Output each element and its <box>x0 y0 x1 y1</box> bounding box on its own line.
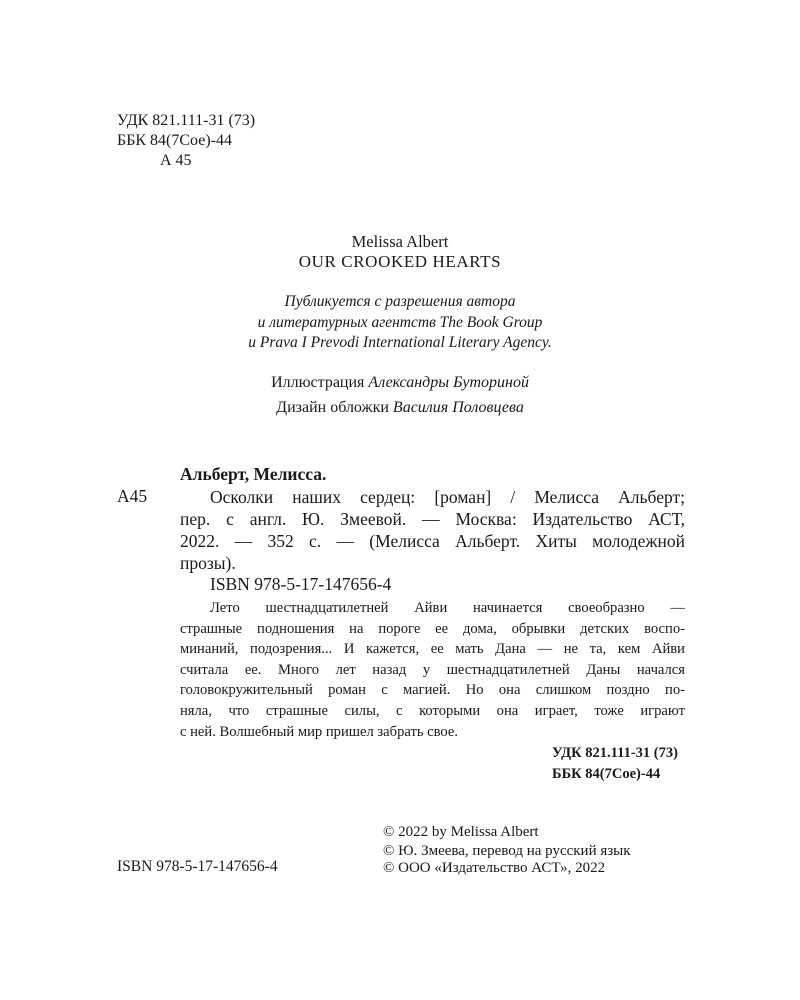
catalog-bbk: ББК 84(7Сое)-44 <box>552 766 661 782</box>
catalog-isbn: ISBN 978-5-17-147656-4 <box>210 574 392 594</box>
footer-isbn: ISBN 978-5-17-147656-4 <box>117 858 278 875</box>
bbk-code: ББК 84(7Сое)-44 <box>117 132 232 149</box>
cover-design-name: Василия Половцева <box>392 399 524 416</box>
copyright-line: © Ю. Змеева, перевод на русский язык <box>383 843 631 859</box>
cover-design-label: Дизайн обложки <box>276 399 389 416</box>
illustration-name: Александры Буториной <box>368 374 529 391</box>
annotation-line: головокружительный роман с магией. Но она слишком поздно по- <box>180 682 685 699</box>
annotation-line: Лето шестнадцатилетней Айви начинается своеобразно — <box>210 600 685 616</box>
annotation-line: минаний, подозрения... И кажется, ее мать Дана — не та, кем Айви <box>180 641 685 658</box>
catalog-author-mark: А45 <box>117 486 148 506</box>
illustration-label: Иллюстрация <box>271 374 365 391</box>
annotation-line: считала ее. Много лет назад у шестнадцатилетней Даны начался <box>180 661 685 678</box>
biblio-line: прозы). <box>180 553 236 573</box>
publication-note <box>0 292 800 354</box>
biblio-line: 2022. — 352 с. — (Мелисса Альберт. Хиты молодежной <box>180 531 685 551</box>
illustration-credit <box>0 374 800 392</box>
annotation-line: с ней. Волшебный мир пришел забрать свое. <box>180 723 459 740</box>
biblio-line: Осколки наших сердец: [роман] / Мелисса Альберт; <box>210 487 685 507</box>
catalog-main-entry: Альберт, Мелисса. <box>180 464 327 484</box>
publication-note-line: и литературных агентств The Book Group <box>257 313 543 331</box>
author-mark: А 45 <box>160 152 192 169</box>
annotation-line: страшные подношения на пороге ее дома, обрывки детских воспо- <box>180 620 685 637</box>
catalog-udk: УДК 821.111-31 (73) <box>552 745 678 761</box>
original-author: Melissa Albert <box>351 232 449 251</box>
publication-note-line: и Prava I Prevodi International Literary Agency. <box>248 334 552 351</box>
copyright-line: © ООО «Издательство АСТ», 2022 <box>383 860 606 876</box>
publication-note-line: Публикуется с разрешения автора <box>284 293 516 310</box>
copyright-line: © 2022 by Melissa Albert <box>383 824 539 840</box>
original-title: OUR CROOKED HEARTS <box>298 252 502 271</box>
bibliographic-description <box>180 486 685 574</box>
book-annotation <box>180 598 685 742</box>
annotation-line: няла, что страшные силы, с которыми она играет, тоже играют <box>180 702 685 719</box>
udk-code: УДК 821.111-31 (73) <box>117 112 256 129</box>
biblio-line: пер. с англ. Ю. Змеевой. — Москва: Издательство АСТ, <box>180 509 685 529</box>
cover-design-credit <box>0 399 800 417</box>
